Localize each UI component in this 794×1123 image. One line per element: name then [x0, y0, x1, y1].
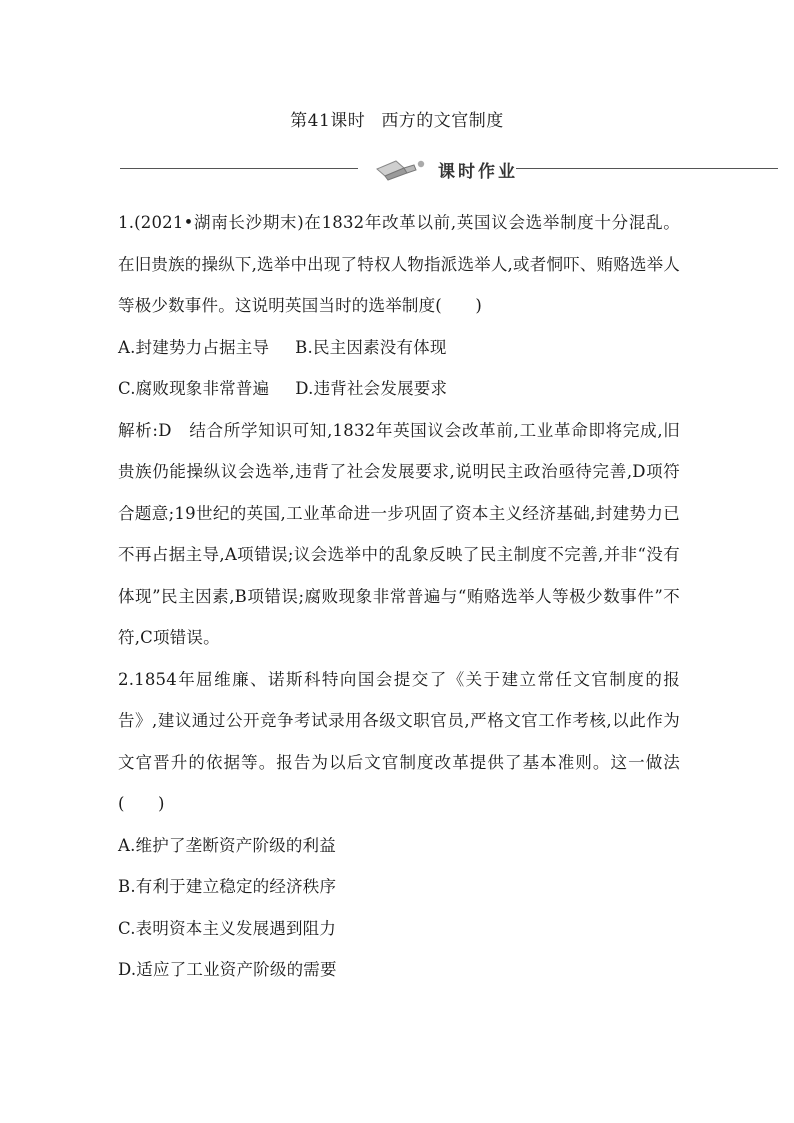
question-1-option-d: D.违背社会发展要求: [295, 379, 448, 398]
question-1-analysis: 解析:D 结合所学知识可知,1832年英国议会改革前,工业革命即将完成,旧贵族仍能操纵议会选举,违背了社会发展要求,说明民主政治亟待完善,D项符合题意;19世纪的英国,工业革命进一步巩固了资本主义经济基础,封建势力已不再占据主导,A项错误;议会选举中的乱象反映了民主制度不完善,并非“没有体现”民主因素,B项错误;腐败现象非常普遍与“贿赂选举人等极少数事件”不符,C项错误。: [118, 420, 680, 647]
page-title: [0, 106, 794, 131]
question-2-stem: 2.1854年屈维廉、诺斯科特向国会提交了《关于建立常任文官制度的报告》,建议通过公开竞争考试录用各级文职官员,严格文官工作考核,以此作为文官晋升的依据等。报告为以后文官制度改革提供了基本准则。这一做法( ): [118, 669, 680, 813]
lesson-number: 第41课时: [290, 111, 366, 131]
question-1-options-row-2: [118, 368, 680, 410]
banner-label: 课时作业: [438, 162, 518, 182]
question-2-option-d: D.适应了工业资产阶级的需要: [118, 960, 337, 979]
question-2-option-a: A.维护了垄断资产阶级的利益: [118, 835, 336, 855]
question-1-stem: 1.(2021•湖南长沙期末)在1832年改革以前,英国议会选举制度十分混乱。在旧贵族的操纵下,选举中出现了特权人物指派选举人,或者恫吓、贿赂选举人等极少数事件。这说明英国当时的选举制度( ): [118, 213, 680, 315]
banner-rule-right: [516, 168, 778, 169]
section-banner: [120, 152, 778, 186]
question-list: [118, 202, 680, 991]
question-2-option-c: C.表明资本主义发展遇到阻力: [118, 918, 337, 938]
question-1-options-row-1: [118, 327, 680, 369]
question-1-option-c: C.腐败现象非常普遍: [118, 379, 270, 398]
banner-rule-left: [120, 168, 358, 169]
question-2-option-b: B.有利于建立稳定的经济秩序: [118, 877, 337, 896]
lesson-topic: 西方的文官制度: [381, 111, 504, 131]
pen-icon: [374, 156, 430, 182]
question-1-option-b: B.民主因素没有体现: [295, 337, 447, 357]
question-1-option-a: A.封建势力占据主导: [118, 337, 270, 357]
